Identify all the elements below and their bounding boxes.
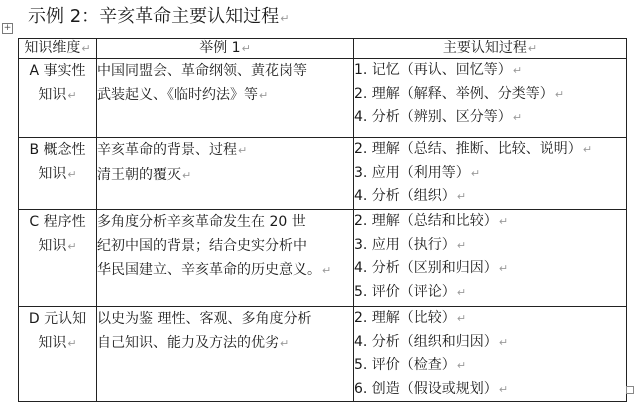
process-item: 2. 理解（总结、推断、比较、说明）↵: [354, 141, 593, 157]
example-line: 自己知识、能力及方法的优劣↵: [97, 335, 290, 351]
example-line: 纪初中国的背景；结合史实分析中: [97, 238, 307, 254]
example-line: 多角度分析辛亥革命发生在 20 世: [97, 214, 306, 230]
example-cell: [97, 307, 354, 402]
paragraph-mark-icon: ↵: [81, 42, 91, 55]
page-title: [28, 4, 289, 32]
process-cell: [354, 59, 627, 138]
category-line: B 概念性: [29, 142, 86, 158]
paragraph-mark-icon: ↵: [498, 382, 509, 396]
process-item: 4. 分析（组织和归因）↵: [354, 333, 509, 350]
category-line: 知识↵: [38, 238, 77, 254]
category-cell: [19, 307, 97, 402]
example-cell: [97, 138, 354, 210]
table-row: [19, 138, 627, 210]
header-label: 举例 1: [199, 40, 241, 56]
paragraph-mark-icon: ↵: [182, 169, 192, 182]
example-line: 清王朝的覆灭↵: [97, 167, 192, 183]
paragraph-mark-icon: ↵: [512, 111, 523, 124]
category-cell: [19, 210, 97, 307]
process-item: 6. 创造（假设或规划）↵: [354, 380, 509, 397]
process-cell: [354, 210, 627, 307]
paragraph-mark-icon: ↵: [456, 190, 467, 203]
process-item: 2. 理解（比较）↵: [354, 310, 467, 326]
header-cognitive-process: [354, 39, 627, 59]
process-item: 2. 理解（总结和比较）↵: [354, 213, 509, 229]
category-line: 知识↵: [38, 335, 77, 351]
example-line: 华民国建立、辛亥革命的历史意义。↵: [97, 262, 332, 278]
paragraph-mark-icon: ↵: [498, 262, 509, 275]
paragraph-mark-icon: ↵: [470, 166, 481, 180]
process-item: 4. 分析（区别和归因）↵: [354, 260, 509, 276]
header-label: 知识维度: [24, 40, 81, 56]
paragraph-mark-icon: ↵: [67, 337, 77, 350]
header-knowledge-dimension: [19, 39, 97, 59]
process-cell: [354, 307, 627, 402]
process-item: 2. 理解（解释、举例、分类等）↵: [354, 85, 565, 102]
paragraph-mark-icon: ↵: [512, 64, 523, 77]
cognition-table: [18, 38, 627, 402]
paragraph-mark-icon: ↵: [259, 89, 269, 102]
process-item: 3. 应用（利用等）↵: [354, 164, 481, 181]
category-line: A 事实性: [29, 63, 86, 79]
table-move-handle-icon[interactable]: +: [3, 23, 12, 33]
process-item: 4. 分析（辨别、区分等）↵: [354, 109, 523, 125]
paragraph-mark-icon: ↵: [67, 240, 77, 253]
paragraph-mark-icon: ↵: [280, 12, 290, 25]
paragraph-mark-icon: ↵: [456, 238, 467, 252]
process-item: 1. 记忆（再认、回忆等）↵: [354, 62, 523, 78]
example-cell: [97, 59, 354, 138]
process-item: 4. 分析（组织）↵: [354, 188, 467, 204]
paragraph-mark-icon: ↵: [456, 359, 467, 372]
paragraph-mark-icon: ↵: [280, 337, 290, 350]
paragraph-mark-icon: ↵: [582, 143, 593, 156]
table-row: [19, 210, 627, 307]
paragraph-mark-icon: ↵: [456, 312, 467, 325]
example-line: 辛亥革命的背景、过程↵: [97, 142, 248, 158]
process-item: 5. 评价（评论）↵: [354, 283, 467, 300]
paragraph-mark-icon: ↵: [498, 335, 509, 349]
example-line: 中国同盟会、革命纲领、黄花岗等: [97, 63, 307, 79]
category-line: 知识↵: [38, 166, 77, 182]
table-row: [19, 59, 627, 138]
process-item: 3. 应用（执行）↵: [354, 236, 467, 253]
header-example: [97, 39, 354, 59]
paragraph-mark-icon: ↵: [554, 87, 565, 101]
process-cell: [354, 138, 627, 210]
example-line: 以史为鉴 理性、客观、多角度分析: [97, 311, 312, 327]
process-item: 5. 评价（检查）↵: [354, 357, 467, 373]
paragraph-mark-icon: ↵: [456, 285, 467, 299]
example-line: 武装起义、《临时约法》等↵: [97, 87, 269, 103]
title-text: 示例 2：辛亥革命主要认知过程: [28, 6, 280, 27]
paragraph-mark-icon: ↵: [67, 168, 77, 181]
table-row: [19, 307, 627, 402]
table-header-row: [19, 39, 627, 59]
category-line: 知识↵: [38, 87, 77, 103]
category-line: C 程序性: [29, 214, 86, 230]
paragraph-mark-icon: ↵: [527, 42, 538, 55]
category-cell: [19, 59, 97, 138]
paragraph-mark-icon: ↵: [238, 144, 248, 157]
table-resize-handle-icon[interactable]: [626, 386, 634, 394]
example-cell: [97, 210, 354, 307]
category-line: D 元认知: [28, 311, 87, 327]
category-cell: [19, 138, 97, 210]
paragraph-mark-icon: ↵: [498, 215, 509, 228]
paragraph-mark-icon: ↵: [322, 264, 332, 277]
header-label: 主要认知过程: [442, 40, 527, 56]
paragraph-mark-icon: ↵: [67, 89, 77, 102]
paragraph-mark-icon: ↵: [241, 42, 251, 55]
